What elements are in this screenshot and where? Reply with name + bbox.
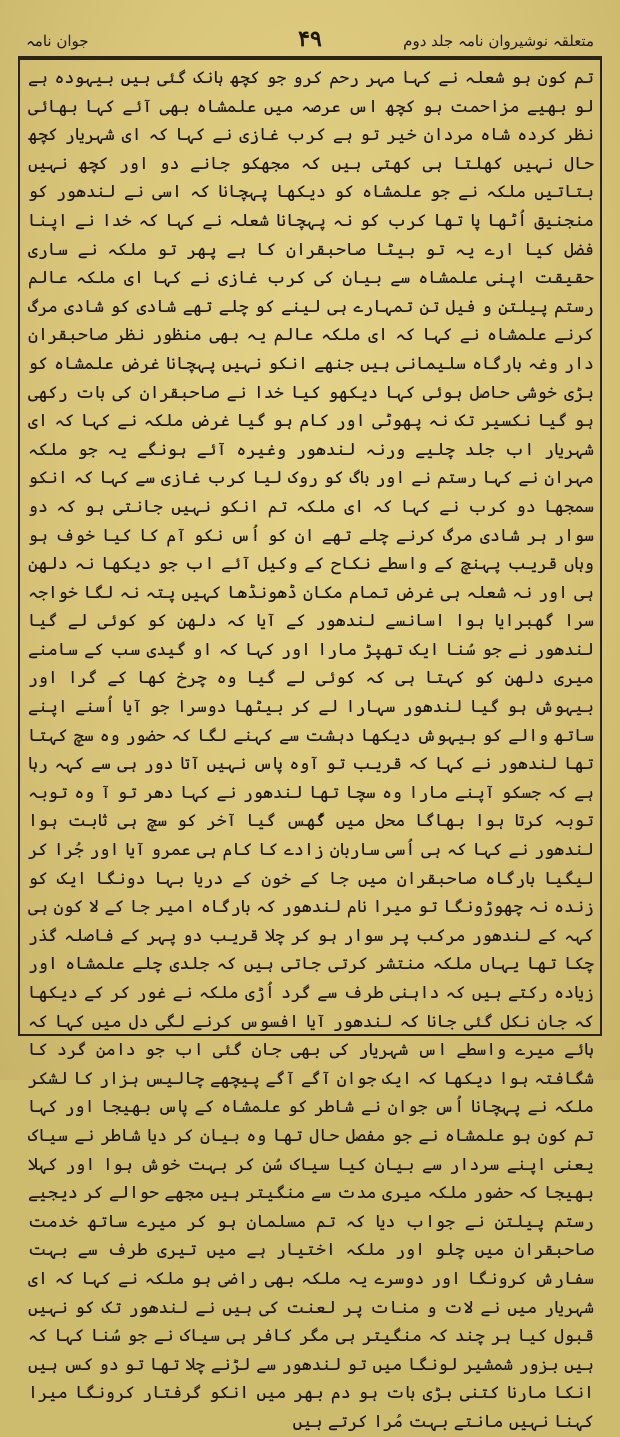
page-number: ۴۹ [298,26,322,52]
running-title: متعلقہ نوشیروان نامہ جلد دوم [403,32,594,50]
page-header [18,26,602,56]
paragraph: تم کون ہو شعلہ نے کہا مہر رحم کرو جو کچھ ہانک گئی ہیں بیہودہ ہے لو بھیے مزاحمت ہو کچھ اس عرصہ میں علمشاہ بھی آئے کہا بھائی نظر کردہ شاہ مردان خیر تو ہے کرب غازی نے کہا کہ ای شہریار کچھ حال نہیں کھلتا ہی کھتی ہیں کہ مجھکو جانے دو اور کچھ نہیں بتاتیں ملکہ نے جو علمشاہ کو دیکھا پہچانا کہ اسی نے لندھور کو منجنیق اُٹھا پا تھا کرب کو نہ پہچانا شعلہ نے کہا کہ خدا نے اپنا فضل کیا ارے یہ تو بیٹا صاحبقران کا ہے پھر تو ملکہ نے ساری حقیقت اپنی علمشاہ سے بیان کی کرب غازی نے کہا ای ملکہ عالم رستم پیلتن و فیل تن تمہارے ہی لینے کو چلے تھے شادی کو شادی مرگ کرنے علمشاہ نے کہا کہ ای ملکہ عالم یہ بھی منظور نظر صاحبقران دار وغہ بارگاہ سلیمانی ہیں جنھے انکو نہیں پہچانا غرض علمشاہ کو بڑی خوشی حاصل ہوئی کہا دیکھو کیا خدا نے صاحبقران کی بات رکھی ہو گیا نکسیر تک نہ پھوٹی اور کام ہو گیا غرض ملکہ نے کہا کہ ای شہریار اب جلد چلیے ورنہ لندھور وغیرہ آئے ہونگے یہ جو ملکہ مہران نے کہا رستم نے اور باگ کو روک لیا کرب غازی سے کہا کہ انکو سمجھا دو کرب نے کہا کہ ای ملکہ تم انکو نہیں جانتی ہو کہ دو سوار ہر شادی مرگ کرنے چلے تھے ان کو اُس نکو آم کا کیا خوف ہو وہاں قریب پہنچ کے واسطے نکاح کے وکیل آئے اب جو دیکھا نہ دلھن ہی اور نہ شعلہ ہی غرض تمام مکان ڈھونڈھا کہیں پتہ نہ لگا خواجہ سرا گھبرایا ہوا اسانسے لندھور کے آیا کہ دلھن کو کوئی لے گیا لندھور نے جو سُنا ایک تھپڑ مارا اور کہا کہ او گیدی سب کے سامنے میری دلھن کو کہتا ہی کہ کوئی لے گیا وہ چرخ کھا کے گرا اور بیہوش ہو گیا لندھور سہارا لے کر بیٹھا دوسرا جو آیا اُسنے اپنے ساتھ والے کو بیہوش دیکھا دہشت سے کہنے لگا کہ حضور وہ سچ کہتا تھا لندھور نے کہا کہ قریب تو آوہ پاس نہیں آتا دور ہی سے کہہ رہا ہے کہ جسکو آپنے مارا وہ سچا تھا لندھور نے کہا دھر تو آ وہ توبہ توبہ کرتا ہوا بھاگا محل میں گُھس گیا آخر کو سچ ہی ثابت ہوا لندھور نے کہا کہ ہی اُسی ساربان زادے کا کام ہی عمرو آیا اور جُرا کر لیگیا بارگاہ صاحبقران میں جا کے خون کے دریا بہا دونگا ایک کو زندہ نہ چھوڑونگا تو میرا نام لندھور کہ بارگاہ امیر جا کے لا کون ہی کہہ کے لندھور مرکب پر سوار ہو کر چلا قریب دو پہر کے فاصلہ گذر چکا تھا یہاں ملکہ منتشر کرتی جاتی ہیں کہ جلدی چلے علمشاہ اور زیادہ رکتے ہیں کہ داہنی طرف سے گرد اُڑی ملکہ نے غور کر کے دیکھا کہ جان نکل گئی جانا کہ لندھور آیا افسوس کرنے لگی دل میں کہا کہ ہائے میرے واسطے اس شہریار کی بھی جان گئی اب جو دامن گرد کا شگافتہ ہوا دیکھا کہ ایک جوان آگے آگے پیچھے چالیس ہزار کا لشکر ملکہ نے پہچانا اُس جوان نے شاطر کو علمشاہ کے پاس بھیجا اور کہا تم کون ہو علمشاہ نے جو مفصل حال تھا وہ بیان کر دیا شاطر نے سیاک یعنی اپنے سردار سے بیان کیا سیاک سُن کر بہت خوش ہوا اور کہلا بھیجا کہ حضور ملکہ میری مدت سے منگیتر ہیں مجھے حوالے کر دیجیے رستم پیلتن نے جواب دیا کہ تم مسلمان ہو کر میرے ساتھ خدمت صاحبقران میں چلو اور ملکہ اختیار ہے میں تیری طرف سے بہت سفارش کرونگا اور دوسرے یہ ملکہ بھی راضی ہو ملکہ نے کہا کہ ای شہریار میں نے لات و منات پر لعنت کی ہیں نے لندھور تک کو نہیں قبول کیا ہر چند کہ منگیتر ہی مگر کافر ہی سیاک نے جو سُنا کہا کہ ہیں بزور شمشیر لونگا میں تو لندھور سے لڑنے چلا تھا تو دو کس ہیں انکا مارنا کتنی بڑی بات ہو دم بھر میں انکو گرفتار کرونگا میرا کہنا نہیں مانتے بہت مُرا کرتے ہیں [28,68,594,1432]
body-text [28,64,594,1432]
book-title: جوان نامہ [26,32,89,50]
